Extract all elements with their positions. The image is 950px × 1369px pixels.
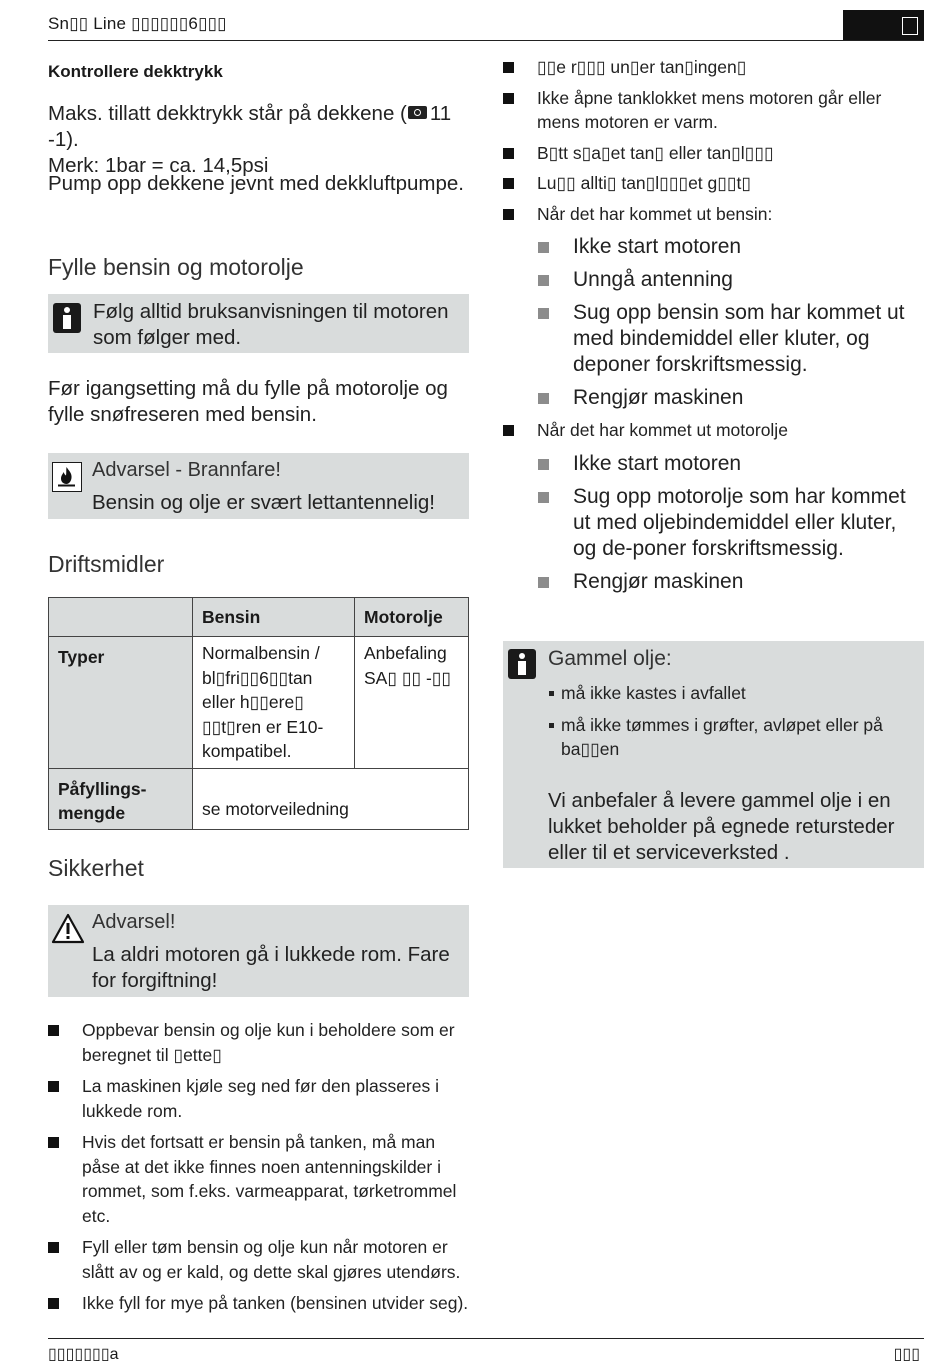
dekktrykk-text-b: 11 -1). (48, 102, 452, 151)
old-oil-list (548, 681, 908, 762)
info-note-old-oil (503, 641, 924, 868)
fire-warning (48, 453, 469, 519)
list-item: Oppbevar bensin og olje kun i beholdere som er beregnet til ▯ette▯ (48, 1018, 473, 1067)
fylle-paragraph: Før igangsetting må du fylle på motorolje og fylle snøfreseren med bensin. (48, 377, 448, 426)
table-header-bensin: Bensin (193, 598, 355, 637)
info-note-manual (48, 294, 469, 353)
bensin-spill-steps (537, 234, 923, 411)
fire-icon (52, 462, 82, 492)
sub-list-item: Rengjør maskinen (537, 385, 923, 411)
old-oil-title: Gammel olje: (548, 647, 672, 670)
table-cell-bensin-typer: Normalbensin / bl▯fri▯▯6▯▯tan eller h▯▯ere▯ ▯▯t▯ren er E10-kompatibel. (193, 637, 355, 769)
olje-spill-steps (537, 451, 923, 595)
info-note-text: Følg alltid bruksanvisningen til motoren som følger med. (93, 300, 449, 349)
dekktrykk-text-a: Maks. tillatt dekktrykk står på dekkene ( (48, 102, 407, 125)
poison-warning (48, 905, 469, 997)
list-item: Lu▯▯ allti▯ tan▯l▯▯▯et g▯▯t▯ (503, 171, 923, 196)
list-item-olje-spill (503, 418, 923, 595)
dekktrykk-paragraph-1 (48, 101, 478, 179)
dekktrykk-text-c: Merk: 1bar = ca. 14,5psi (48, 154, 269, 177)
oil-spill-list (503, 418, 923, 595)
table-cell-pafyllingsmengde: se motorveiledning (193, 768, 469, 829)
list-item: ▯▯e r▯▯▯ un▯er tan▯ingen▯ (503, 55, 923, 80)
list-item: B▯tt s▯a▯et tan▯ eller tan▯l▯▯▯ (503, 141, 923, 166)
sub-list-item: Unngå antenning (537, 267, 923, 293)
sub-list-item: Sug opp bensin som har kommet ut med bindemiddel eller kluter, og deponer forskriftsmessig. (537, 300, 923, 378)
bensin-spill-heading: Når det har kommet ut bensin: (537, 203, 773, 224)
fire-warning-text: Bensin og olje er svært lettantennelig! (92, 491, 436, 514)
section-heading-sikkerhet: Sikkerhet (48, 855, 144, 881)
header-page-tab (843, 10, 924, 41)
poison-warning-text: La aldri motoren gå i lukkede rom. Fare for forgiftning! (92, 943, 450, 992)
poison-warning-title: Advarsel! (92, 911, 176, 933)
footer-page-number: ▯▯▯ (893, 1346, 920, 1363)
driftsmidler-table (48, 597, 469, 830)
section-heading-fylle: Fylle bensin og motorolje (48, 254, 304, 280)
sub-list-item: Ikke start motoren (537, 234, 923, 260)
header-title: Sn▯▯ Line ▯▯▯▯▯▯6▯▯▯ (48, 14, 227, 33)
info-icon (53, 303, 81, 333)
sub-list-item: Rengjør maskinen (537, 569, 923, 595)
footer-code: ▯▯▯▯▯▯▯a (48, 1346, 119, 1363)
section-heading-driftsmidler: Driftsmidler (48, 551, 165, 577)
section-heading-dekktrykk: Kontrollere dekktrykk (48, 62, 223, 81)
list-item: må ikke tømmes i grøfter, avløpet eller på ba▯▯en (548, 713, 908, 762)
table-cell-olje-typer: Anbefaling SA▯ ▯▯ -▯▯ (355, 637, 469, 769)
list-item: må ikke kastes i avfallet (548, 681, 908, 706)
safety-list (48, 1018, 473, 1316)
list-item-bensin-spill (503, 202, 923, 412)
olje-spill-heading: Når det har kommet ut motorolje (537, 420, 788, 440)
list-item: La maskinen kjøle seg ned før den plasseres i lukkede rom. (48, 1074, 473, 1123)
list-item: Fyll eller tøm bensin og olje kun når motoren er slått av og er kald, og dette skal gjøres utendørs. (48, 1235, 473, 1284)
list-item: Ikke åpne tanklokket mens motoren går eller mens motoren er varm. (503, 86, 923, 135)
old-oil-paragraph: Vi anbefaler å levere gammel olje i en lukket beholder på egnede retursteder eller til et serviceverksted . (548, 789, 895, 864)
table-row-label-pafyllingsmengde: Påfyllings-mengde (49, 768, 193, 829)
warning-triangle-icon (51, 913, 85, 944)
sub-list-item: Sug opp motorolje som har kommet ut med oljebindemiddel eller kluter, og de-poner forskriftsmessig. (537, 484, 923, 562)
dekktrykk-paragraph-2: Pump opp dekkene jevnt med dekkluftpumpe. (48, 172, 464, 195)
table-row-label-typer: Typer (49, 637, 193, 769)
box-icon (902, 17, 918, 35)
tank-safety-list (503, 55, 923, 411)
info-icon (508, 649, 536, 679)
fire-warning-title: Advarsel - Brannfare! (92, 459, 281, 481)
sub-list-item: Ikke start motoren (537, 451, 923, 477)
table-header-motorolje: Motorolje (355, 598, 469, 637)
table-corner-cell (49, 598, 193, 637)
footer-rule (48, 1338, 924, 1339)
camera-icon (408, 106, 427, 119)
list-item: Hvis det fortsatt er bensin på tanken, må man påse at det ikke finnes noen antenningskilder i rommet, som f.eks. varmeapparat, tørketrommel etc. (48, 1130, 473, 1228)
list-item: Ikke fyll for mye på tanken (bensinen utvider seg). (48, 1291, 473, 1316)
header-rule (48, 40, 924, 41)
